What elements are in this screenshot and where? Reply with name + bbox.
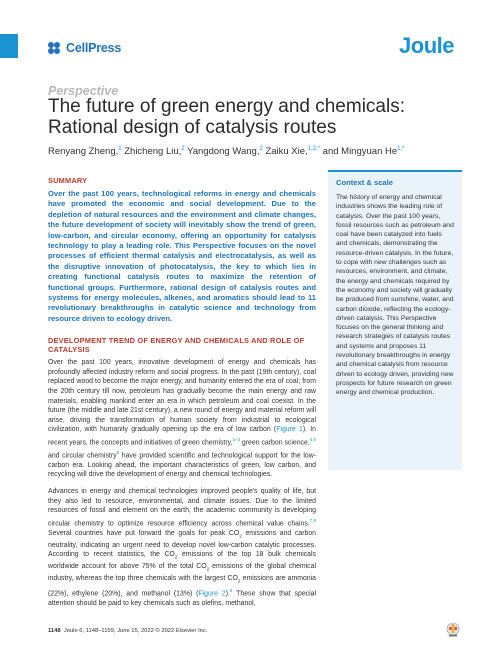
- context-heading: Context & scale: [336, 178, 393, 187]
- context-scale-box: [328, 170, 462, 470]
- text-run: have provided scientific and technological support for the low-carbon era. Looking ahead, the important characteristics of green, low carbon, and recycling will drive the development of energy and chemical technologies.: [48, 452, 317, 479]
- author-affiliation[interactable]: 1,*: [397, 146, 405, 152]
- article-type: Perspective: [48, 84, 119, 98]
- context-text: The history of energy and chemical industries shows the leading role of catalysis. Over the past 100 years, fossil resources such as petroleum and coal have been catalyzed into fuels and chemicals, demonstrating the resource-driven catalysis. In the future, to cope with new challenges such as resources, environment, and climate, the energy and chemicals required by the economy and society will gradually be produced from sunshine, water, and carbon dioxide, reflecting the ecology-driven catalysis. This Perspective focuses on the general thinking and research strategies of catalysis routes and systems and proposes 11 revolutionary breakthroughs in energy and chemical catalysis from resource driven to ecology driven, providing new prospects for future research on green energy and chemical production.: [336, 194, 454, 397]
- page-number: 1148: [48, 628, 61, 634]
- author-name[interactable]: Renyang Zheng,: [48, 146, 119, 158]
- text-run: ). In recent years, the concepts and initiatives of green chemistry,: [48, 426, 317, 447]
- text-run: ).: [225, 590, 230, 598]
- subscript: 2: [239, 533, 242, 539]
- citation-link[interactable]: 4,5: [309, 437, 316, 443]
- text-run: Several countries have put forward the goals for peak CO: [48, 529, 240, 537]
- author-name[interactable]: and Mingyuan He: [322, 146, 398, 158]
- text-run: and circular chemistry: [48, 452, 117, 460]
- text-run: Advances in energy and chemical technologies improved people's quality of life, but they also led to resource, environmental, and climate issues. Due to the limited resources of fossil and element on the earth, the academic community is developing circular chemistry to optimize resource efficiency across chemical value chains.: [48, 488, 316, 528]
- summary-heading: SUMMARY: [48, 176, 88, 185]
- figure-link[interactable]: Figure 1: [276, 426, 303, 434]
- header-accent-bar: [0, 34, 18, 58]
- main-column: [48, 176, 316, 609]
- publisher-logo[interactable]: [46, 40, 121, 56]
- author-affiliation[interactable]: 1,2,*: [307, 146, 321, 152]
- section-development: [48, 336, 316, 608]
- subscript: 2: [174, 554, 178, 560]
- cellpress-logo-icon: [46, 40, 62, 56]
- summary-text: Over the past 100 years, technological reforms in energy and chemicals have promoted the economic and social development. Due to the depletion of natural resources and the environment and climate changes, the future development of society will inevitably show the trend of green, low-carbon, and circular economy, offering an opportunity for catalysis technology to play a leading role. This Perspective focuses on the novel processes of efficient thermal catalysis and electrocatalysis, as well as the disruptive innovation of photocatalysis, the key to which lies in creating functional catalysis routes to maximize the retention of functional groups. Furthermore, rational design of catalysis routes and systems for energy molecules, alkenes, and aromatics should lead to 11 revolutionary breakthroughs in catalytic science and technology from resource driven to ecology driven.: [48, 189, 316, 323]
- figure-link[interactable]: Figure 2: [198, 590, 226, 598]
- text-run: green carbon science,: [240, 439, 310, 447]
- text-run: emissions are ammonia (22%), ethylene (20%), and methanol (13%) (: [48, 575, 316, 598]
- author-affiliation[interactable]: 2: [259, 146, 263, 152]
- publisher-name: CellPress: [66, 41, 122, 55]
- section-heading: DEVELOPMENT TREND OF ENERGY AND CHEMICALS AND ROLE OF CATALYSIS: [48, 336, 305, 355]
- body-paragraph: [48, 358, 316, 480]
- text-run: These show that special attention should be paid to key chemicals such as olefins, methanol,: [48, 590, 316, 608]
- text-run: Over the past 100 years, innovative development of energy and chemicals has profoundly affected industry reform and social progress. In the past (19th century), coal replaced wood to become the major energy, and humanity entered the era of coal; from the 20th century till now, petroleum has gradually become the main energy and raw materials, enabling mankind enter an era in which petroleum and coal coexist. In the future (the middle and late 21st century), a new round of energy and material reform will arise, driving the transformation of human society from industrial to ecological civilization, with humanity gradually opening up the era of low carbon (: [48, 359, 316, 434]
- text-run: emissions of the global chemical industry, whereas the top three chemicals with the largest CO: [48, 563, 316, 583]
- text-run: emissions and carbon neutrality, indicating an urgent need to develop novel low-carbon catalytic processes. According to recent statistics, the CO: [48, 529, 316, 559]
- citation-link[interactable]: 7,8: [309, 517, 316, 523]
- author-affiliation[interactable]: 2: [181, 146, 185, 152]
- author-name[interactable]: Zaiku Xie,: [265, 146, 308, 158]
- author-affiliation[interactable]: 1: [118, 146, 122, 152]
- citation-link[interactable]: 1–3: [232, 437, 241, 443]
- crossmark-icon[interactable]: [446, 622, 460, 638]
- text-run: emissions of the top 18 bulk chemicals worldwide account for above 75% of the total CO: [48, 551, 316, 571]
- body-paragraph: [48, 487, 316, 609]
- page-footer: [48, 628, 207, 634]
- author-list: [48, 146, 404, 157]
- author-name[interactable]: Yangdong Wang,: [187, 146, 260, 158]
- citation-link[interactable]: 6: [116, 449, 120, 455]
- subscript: 2: [206, 566, 210, 572]
- author-name[interactable]: Zhicheng Liu,: [124, 146, 182, 158]
- article-title: The future of green energy and chemicals: Rational design of catalysis routes: [48, 96, 405, 138]
- citation-line: Joule 6, 1148–1159, June 15, 2022 © 2022 Elsevier Inc.: [63, 628, 208, 634]
- subscript: 2: [237, 578, 241, 584]
- citation-link[interactable]: 9: [229, 588, 233, 594]
- journal-name[interactable]: Joule: [399, 33, 454, 58]
